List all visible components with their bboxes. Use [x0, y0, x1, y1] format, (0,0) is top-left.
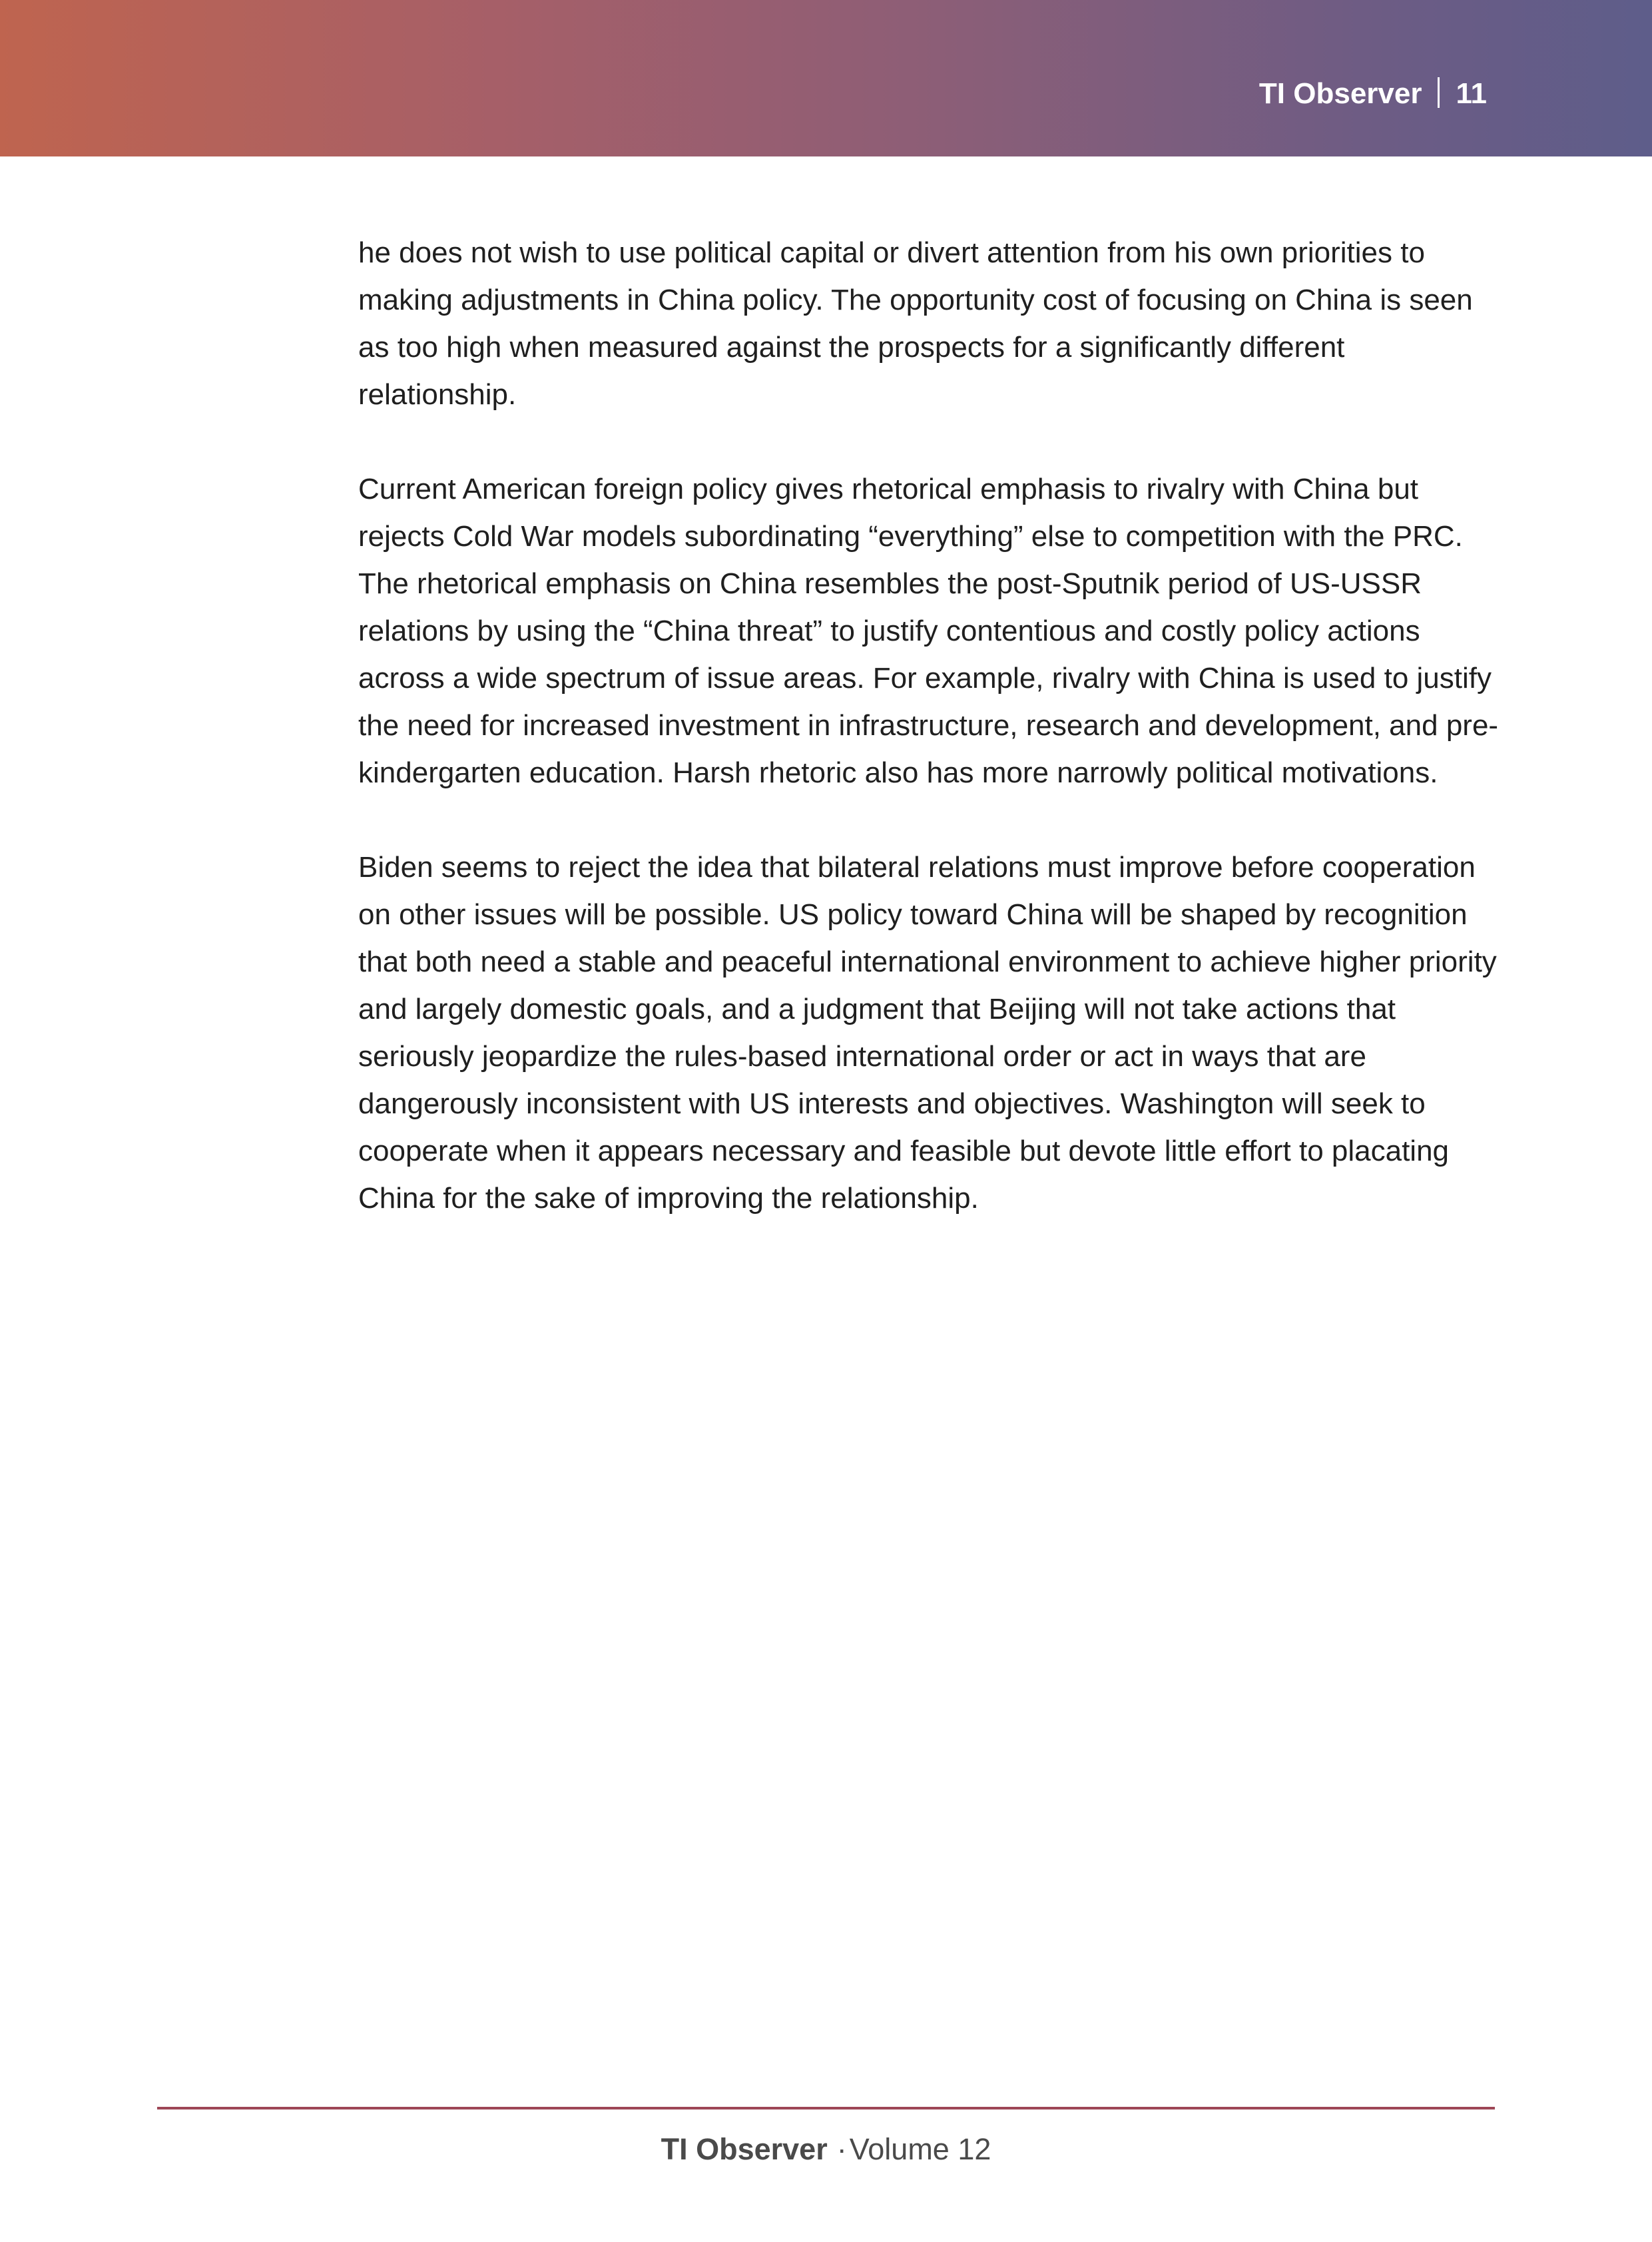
footer: [0, 2128, 1652, 2171]
header-band: [0, 0, 1652, 156]
body-paragraph-1: he does not wish to use political capital or divert attention from his own priorities to making adjustments in China policy. The opportunity cost of focusing on China is seen as too high when measured against the prospects for a significantly different relationship.: [358, 236, 1473, 411]
footer-separator: ·: [836, 2132, 847, 2166]
body-paragraph-2: Current American foreign policy gives rhetorical emphasis to rivalry with China but rejects Cold War models subordinating “everything” else to competition with the PRC. The rhetorical emphasis on China resembles the post-Sputnik period of US-USSR relations by using the “China threat” to justify contentious and costly policy actions across a wide spectrum of issue areas. For example, rivalry with China is used to justify the need for increased investment in infrastructure, research and development, and pre-kindergarten education. Harsh rhetoric also has more narrowly political motivations.: [358, 473, 1499, 789]
article-body: [358, 229, 1500, 1269]
footer-volume: Volume 12: [849, 2132, 991, 2166]
running-header: [1259, 72, 1487, 116]
page-number: 11: [1456, 77, 1487, 110]
body-paragraph-3: Biden seems to reject the idea that bilateral relations must improve before cooperation on other issues will be possible. US policy toward China will be shaped by recognition that both need a stable and peaceful international environment to achieve higher priority and largely domestic goals, and a judgment that Beijing will not take actions that seriously jeopardize the rules-based international order or act in ways that are dangerously inconsistent with US interests and objectives. Washington will seek to cooperate when it appears necessary and feasible but devote little effort to placating China for the sake of improving the relationship.: [358, 851, 1497, 1215]
header-divider: [1438, 77, 1440, 108]
footer-rule: [157, 2107, 1495, 2109]
footer-publication-title: TI Observer: [661, 2132, 828, 2166]
header-publication-title: TI Observer: [1258, 77, 1422, 110]
